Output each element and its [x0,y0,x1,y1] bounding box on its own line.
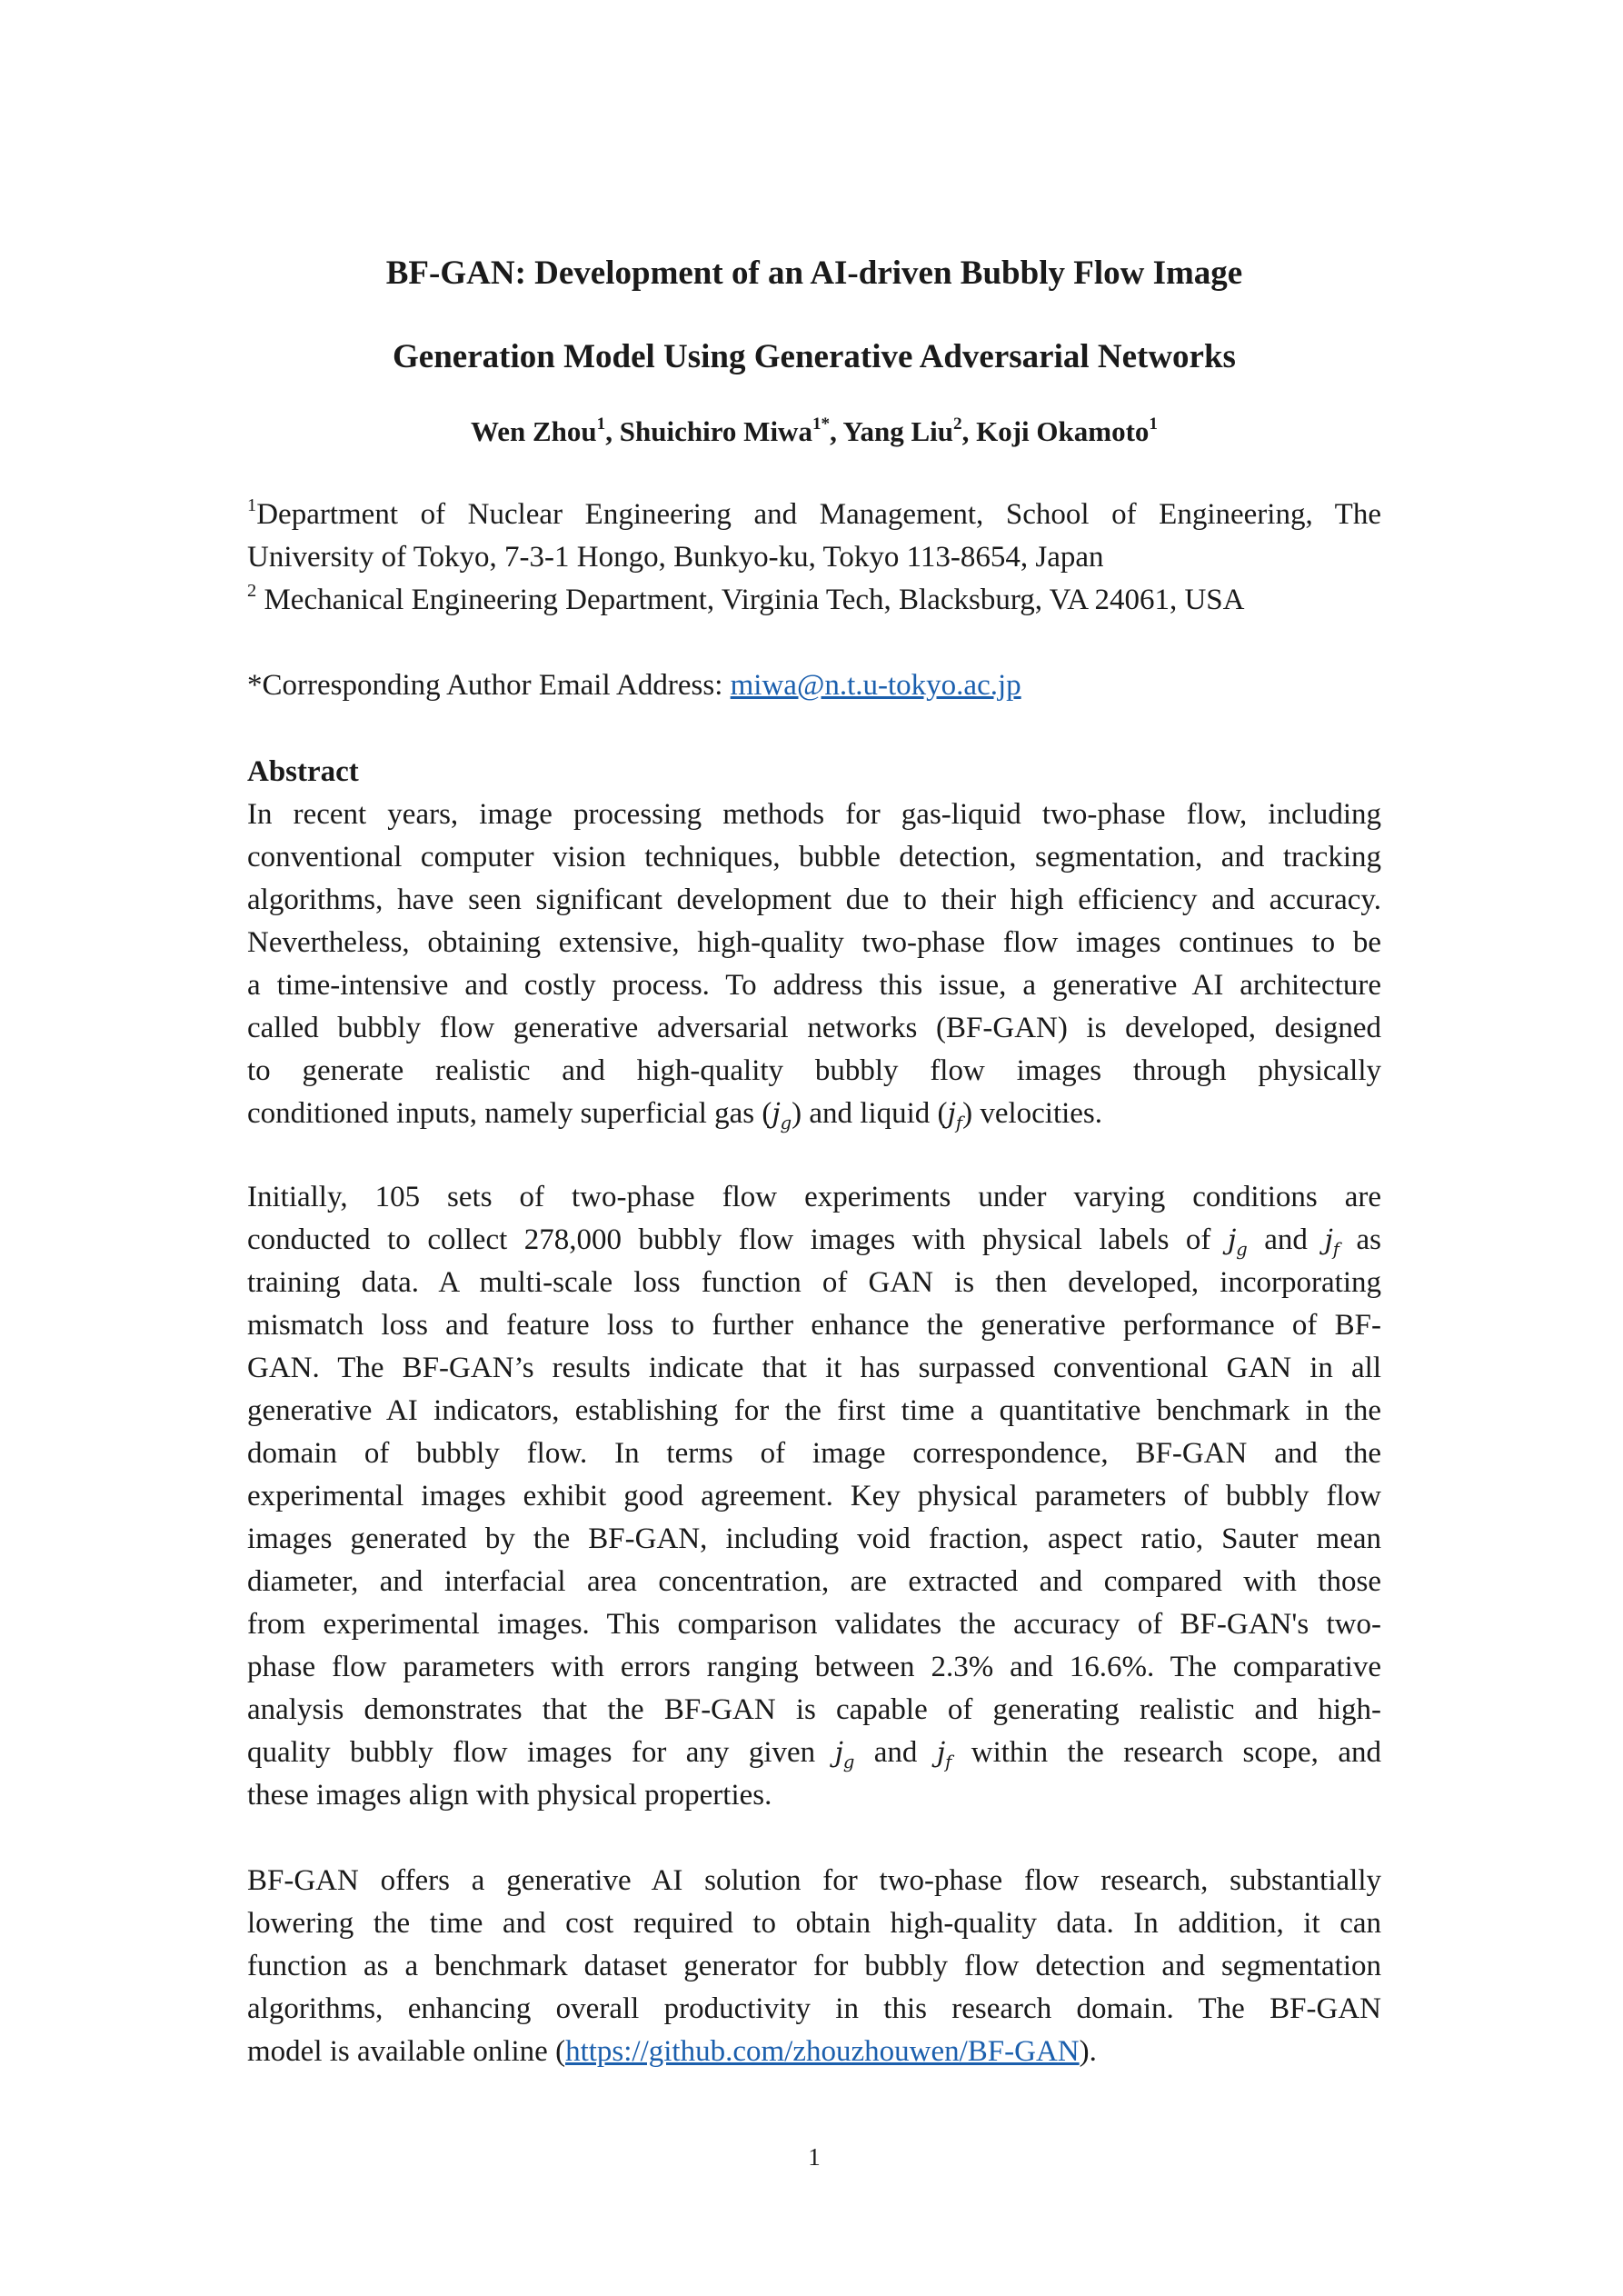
paragraph-line: lowering the time and cost required to obtain high-quality data. In addition, it can [247,1907,1381,1940]
superficial-liquid-velocity-symbol: $j_f$ [936,1737,952,1772]
abstract-heading: Abstract [247,755,359,788]
paragraph-line: function as a benchmark dataset generator for bubbly flow detection and segmentation [247,1950,1381,1982]
paragraph-line: BF-GAN offers a generative AI solution for two-phase flow research, substantially [247,1864,1381,1897]
paragraph-line: conducted to collect 278,000 bubbly flow images with physical labels of $j_g$ and $j_f$ as [247,1223,1381,1260]
paragraph-line: Nevertheless, obtaining extensive, high-quality two-phase flow images continues to be [247,926,1381,959]
superficial-gas-velocity-symbol: $j_g$ [772,1098,792,1133]
paragraph-line: from experimental images. This comparison validates the accuracy of BF-GAN's two- [247,1608,1381,1641]
affiliation-number: 2 [247,580,257,601]
paragraph-line: a time-intensive and costly process. To address this issue, a generative AI architecture [247,969,1381,1002]
author-separator: , [961,415,977,447]
paragraph-line: algorithms, have seen significant development due to their high efficiency and accuracy. [247,883,1381,916]
author-list [247,414,1381,450]
paragraph-line: model is available online (https://github.com/zhouzhouwen/BF-GAN). [247,2035,1097,2068]
corresponding-label: *Corresponding Author Email Address: [247,669,731,702]
abstract-paragraph-2 [247,1176,1381,1817]
paragraph-line: mismatch loss and feature loss to further enhance the generative performance of BF- [247,1309,1381,1342]
paragraph-line: quality bubbly flow images for any given $j_g$ and $j_f$ within the research scope, and [247,1736,1381,1772]
paper-title-line-1: BF-GAN: Development of an AI-driven Bubbly Flow Image [385,255,1243,292]
abstract-paragraph-1 [247,794,1381,1135]
author-name: Shuichiro Miwa [619,415,812,447]
paragraph-line: to generate realistic and high-quality bubbly flow images through physically [247,1054,1381,1087]
paragraph-line: domain of bubbly flow. In terms of image correspondence, BF-GAN and the [247,1437,1381,1470]
superficial-liquid-velocity-symbol: $j_f$ [947,1098,963,1133]
paragraph-line: analysis demonstrates that the BF-GAN is capable of generating realistic and high- [247,1693,1381,1726]
paragraph-line: phase flow parameters with errors ranging between 2.3% and 16.6%. The comparative [247,1651,1381,1683]
corresponding-author [247,664,1381,707]
github-repository-link[interactable]: https://github.com/zhouzhouwen/BF-GAN [565,2035,1080,2068]
author-name: Wen Zhou [470,415,597,447]
superficial-gas-velocity-symbol: $j_g$ [834,1737,855,1772]
author-affiliation-mark: 2 [952,414,962,434]
paragraph-line: called bubbly flow generative adversarial networks (BF-GAN) is developed, designed [247,1012,1381,1044]
paper-page [247,0,1381,2296]
superficial-gas-velocity-symbol: $j_g$ [1227,1224,1248,1260]
paragraph-line: diameter, and interfacial area concentration, are extracted and compared with those [247,1565,1381,1598]
author-affiliation-mark: 1 [596,414,606,434]
affiliation-2-text: Mechanical Engineering Department, Virginia Tech, Blacksburg, VA 24061, USA [256,584,1245,616]
affiliation-1-line-1: $^1$Department of Nuclear Engineering and Management, School of Engineering, The [247,494,1381,531]
affiliation-1-line-2: University of Tokyo, 7-3-1 Hongo, Bunkyo-ku, Tokyo 113-8654, Japan [247,541,1104,574]
abstract-paragraph-3 [247,1860,1381,2073]
paragraph-line: generative AI indicators, establishing for the first time a quantitative benchmark in the [247,1394,1381,1427]
paragraph-line: algorithms, enhancing overall productivity in this research domain. The BF-GAN [247,1992,1381,2025]
affiliation-1 [247,494,1381,579]
paragraph-line: GAN. The BF-GAN’s results indicate that it has surpassed conventional GAN in all [247,1352,1381,1384]
paragraph-line: experimental images exhibit good agreement. Key physical parameters of bubbly flow [247,1480,1381,1512]
page-number: 1 [808,2143,821,2171]
paragraph-line: conventional computer vision techniques, bubble detection, segmentation, and tracking [247,841,1381,873]
corresponding-email-link[interactable]: miwa@n.t.u-tokyo.ac.jp [730,669,1021,702]
affiliation-number: 1 [247,494,257,515]
paragraph-line: images generated by the BF-GAN, including void fraction, aspect ratio, Sauter mean [247,1522,1381,1555]
author-name: Yang Liu [842,415,953,447]
author-name: Koji Okamoto [976,415,1150,447]
affiliation-2 [247,579,1381,622]
paragraph-line: conditioned inputs, namely superficial gas $(j_g)$ and liquid $(j_f)$ velocities. [247,1097,1103,1133]
author-affiliation-mark: 1 [1149,414,1159,434]
paragraph-line: these images align with physical properties. [247,1779,772,1812]
paragraph-line: Initially, 105 sets of two-phase flow experiments under varying conditions are [247,1181,1381,1213]
paper-title-line-2: Generation Model Using Generative Adversarial Networks [393,338,1236,375]
author-affiliation-mark: 1* [812,414,831,434]
author-separator: , [830,415,843,447]
paragraph-line: training data. A multi-scale loss function of GAN is then developed, incorporating [247,1266,1381,1299]
paragraph-line: In recent years, image processing methods for gas-liquid two-phase flow, including [247,798,1381,831]
superficial-liquid-velocity-symbol: $j_f$ [1324,1224,1339,1260]
author-separator: , [605,415,620,447]
